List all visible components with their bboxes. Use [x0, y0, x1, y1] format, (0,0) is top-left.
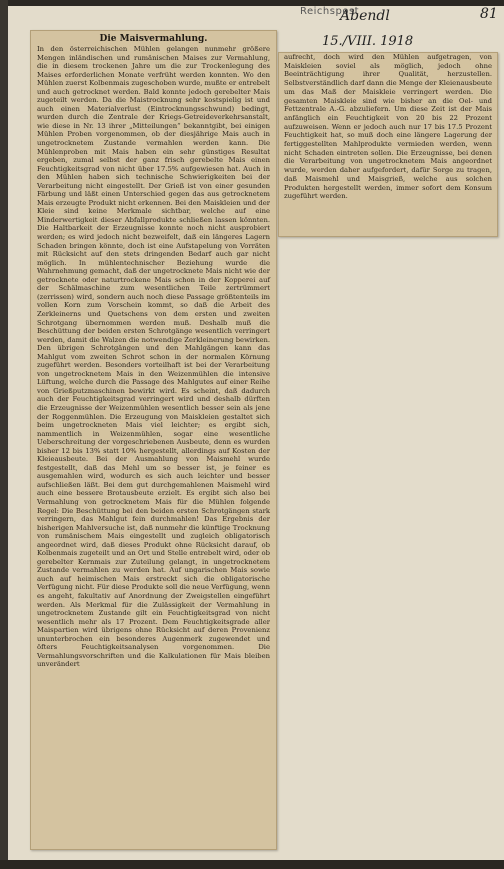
scan-border-top [0, 0, 504, 6]
article-column-2: aufrecht, doch wird den Mühlen aufgetragen, von Maiskleien soviel als möglich, jedoch ohne Beeinträchtigung ihrer Qualität, herzustellen. Selbstverständlich darf dann die Menge der Kleienausbeute um das Maß der Maiskleie verringert werden. Die gesamten Maiskleie sind wie bisher an die Oel- und Fettzentrale A.-G. abzuliefern. Um diese Zeit ist der Mais anfänglich ein Feuchtigkeit von 20 bis 22 Prozent aufzuweisen. Wenn er jedoch auch nur 17 bis 17.5 Prozent Feuchtigkeit hat, so muß doch eine längere Lagerung der fertiggestellten Mahlprodukte vermieden werden, wenn nicht Schaden eintreten sollen. Die Erzeugnisse, bei denen die Verarbeitung von ungetrocknetem Mais angeordnet wurde, werden daher aufgefordert, dafür Sorge zu tragen, daß Maismehl und Maisgrieß, welche aus solchen Produkten hergestellt werden, immer sofort dem Konsum zugeführt werden. [284, 53, 492, 201]
newspaper-stamp: Reichspost [300, 6, 360, 17]
newspaper-clipping-right [278, 52, 498, 237]
article-column-1: In den österreichischen Mühlen gelangen nunmehr größere Mengen inländischen und rumänischen Maises zur Vermahlung, die in diesem trockenen Jahre um die zur Trockenlegung des Maises erforderlichen Monate verfrüht werden konnten. Wo den Mühlen zuerst Kolbenmais zugeschoben wurde, mußte er entrebelt und auch getrocknet werden. Bald konnte jedoch gerebelter Mais zugeteilt werden. Da die Maistrocknung sehr kostspielig ist und auch einen Materialverlust (Eintrocknungsschwund) bedingt, wurden durch die Zentrale der Kriegs-Getreideverkehrsanstalt, wie diese in Nr. 13 ihrer „Mitteilungen“ bekanntgibt, bei einigen Mühlen Proben vorgenommen, ob der diesjährige Mais auch in ungetrocknetem Zustande vermahlen werden kann. Die Mühlenproben mit Mais haben ein sehr günstiges Resultat ergeben, zumal selbst der ganz frisch gerebelte Mais einen Feuchtigkeitsgrad von nicht über 17.5% aufgewiesen hat. Auch in den Mühlen haben sich technische Schwierigkeiten bei der Verarbeitung nicht eingestellt. Der Grieß ist von einer gesunden Färbung und läßt einen Unterschied gegen das aus getrocknetem Mais erzeugte Produkt nicht erkennen. Bei den Maiskleien und der Kleie sind keine Merkmale sichtbar, welche auf eine Minderwertigkeit dieser Abfallprodukte schließen lassen könnten. Die Haltbarkeit der Erzeugnisse konnte noch nicht ausprobiert werden; es wird jedoch nicht bezweifelt, daß ein längeres Lagern Schaden bringen könnte, doch ist eine Aufstapelung von Vorräten mit Rücksicht auf den stets dringenden Bedarf auch gar nicht möglich. In mühlentechnischer Beziehung wurde die Wahrnehmung gemacht, daß der ungetrocknete Mais nicht wie der getrocknete oder naturtrockene Mais schon in der Kopperei auf der Schälmaschine zum wesentlichen Teile zertrümmert (zerrissen) wird, sondern auch noch diese Passage größtenteils im vollen Korn zum Vorschein kommt, so daß die Arbeit des Zerkleinerns und Quetschens von dem ersten und zweiten Schrotgang übernommen werden muß. Deshalb muß die Beschüttung der beiden ersten Schrotgänge wesentlich verringert werden, damit die Walzen die notwendige Zerkleinerung bewirken. Den übrigen Schrotgängen und den Mahlgängen kann das Mahlgut vom zweiten Schrot schon in der normalen Körnung zugeführt werden. Besonders vorteilhaft ist bei der Verarbeitung von ungetrocknetem Mais in den Weizenmühlen die intensive Lüftung, welche durch die Passage des Mahlgutes auf einer Reihe von Grießputzmaschinen bewirkt wird. Es scheint, daß dadurch auch der Feuchtigkeitsgrad verringert wird und deshalb dürften die Erzeugnisse der Weizenmühlen wesentlich besser sein als jene der Roggenmühlen. Die Erzeugung von Maiskleien gestaltet sich beim ungetrockneten Mais viel leichter; es ergibt sich, nammentlich in Weizenmühlen, sogar eine wesentliche Ueberschreitung der vorgeschriebenen Ausbeute, denn es wurden bisher 12 bis 13% statt 10% hergestellt, allerdings auf Kosten der Kleieausbeute. Bei der Ausmahlung von Maismehl wurde festgestellt, daß das Mehl um so besser ist, je feiner es ausgemahlen wird, wodurch es sich auch leichter und besser aufschließen läßt. Bei dem gut durchgemahlenen Maismehl wird auch eine bessere Brotausbeute erzielt. Es ergibt sich also bei Vermahlung von getrocknetem Mais für die Mühlen folgende Regel: Die Beschüttung bei den beiden ersten Schrotgängen stark verringern, das Mahlgut fein durchmahlen! Das Ergebnis der bisherigen Mahlversuche ist, daß nunmehr die künftige Trocknung von rumänischem Mais eingestellt und zugleich obligatorisch angeordnet wird, daß dieses Produkt ohne Rücksicht darauf, ob Kolbenmais zugeteilt und an Ort und Stelle entrebelt wird, oder ob gerebelter Kernmais zur Zuteilung gelangt, in ungetrocknetem Zustande vermahlen zu werden hat. Auf ungarischen Mais sowie auch auf heimischen Mais erstreckt sich die obligatorische Verfügung nicht. Für diese Produkte soll die neue Verfügung, wenn es angeht, fakultativ auf Anordnung der Zweigstellen eingeführt werden. Als Merkmal für die Zulässigkeit der Vermahlung in ungetrocknetem Zustande gilt ein Feuchtigkeitsgrad von nicht wesentlich mehr als 17 Prozent. Dem Feuchtigkeitsgrade aller Maispartien wird übrigens ohne Rücksicht auf deren Provenienz ununterbrochen ein besonderes Augenmerk zugewendet und öfters Feuchtigkeitsanalysen vorgenommen. Die Vermahlungsvorschriften und die Kalkulationen für Mais bleiben unverändert [37, 45, 270, 669]
scan-border-bottom [0, 860, 504, 869]
handwritten-date: 15./VIII. 1918 [322, 34, 414, 49]
scan-border-left [0, 0, 8, 869]
newspaper-clipping-left [30, 30, 277, 850]
handwritten-number: 81 [480, 6, 498, 22]
handwritten-name: Abendl [340, 8, 390, 24]
article-title: Die Maisvermahlung. [99, 34, 208, 44]
